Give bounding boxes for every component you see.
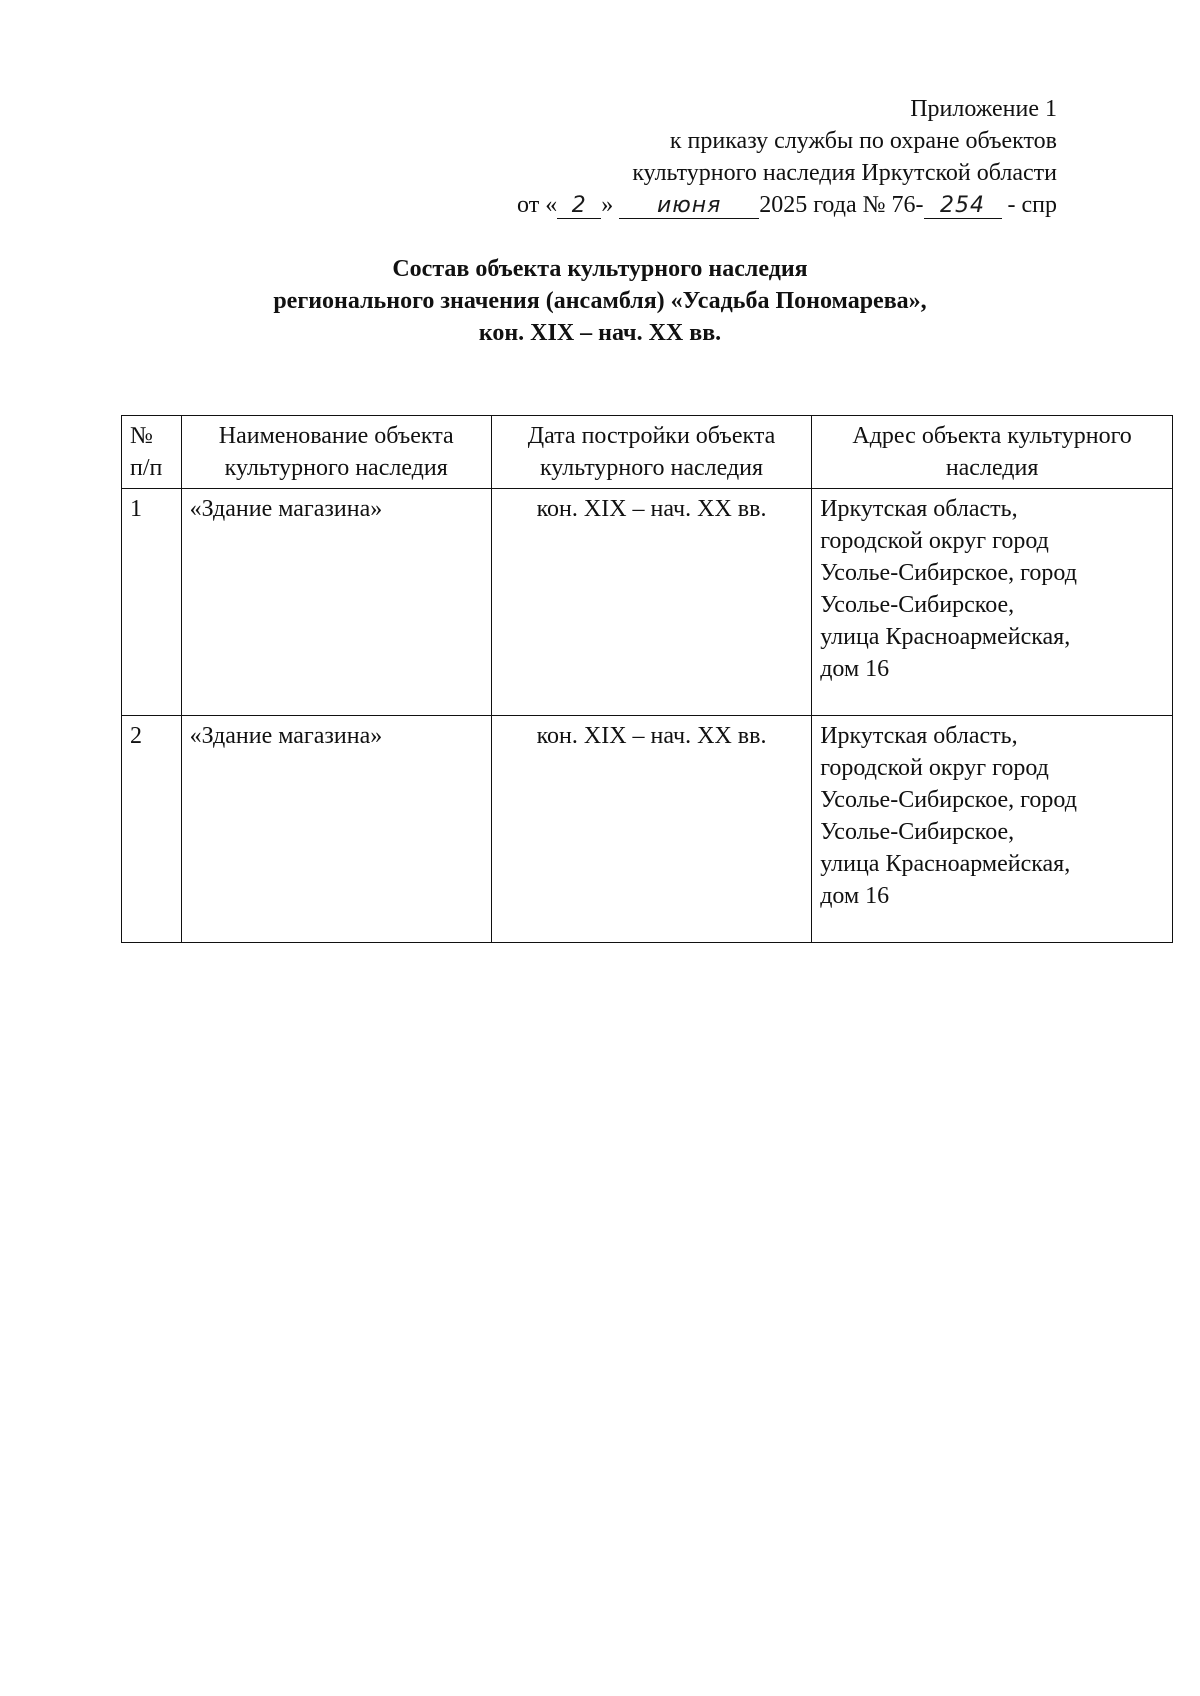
address-line: дом 16: [820, 883, 890, 909]
row-address: [812, 489, 1173, 716]
address-line: Иркутская область,: [820, 496, 1018, 522]
table-row: [122, 489, 1173, 716]
handwritten-day: 2: [557, 194, 601, 219]
row-num: 1: [122, 489, 182, 716]
row-name: «Здание магазина»: [181, 716, 491, 943]
header-num: № п/п: [122, 416, 182, 489]
appendix-block: [517, 93, 1057, 221]
order-suffix: - спр: [1001, 192, 1057, 218]
appendix-order-ref: к приказу службы по охране объектов: [669, 128, 1057, 154]
row-address: [812, 716, 1173, 943]
address-line: улица Красноармейская,: [820, 624, 1071, 650]
appendix-title: Приложение 1: [910, 96, 1057, 122]
address-line: дом 16: [820, 656, 890, 682]
table-row: [122, 716, 1173, 943]
title-line-1: Состав объекта культурного наследия: [392, 256, 808, 282]
document-title: [0, 253, 1200, 349]
row-date: кон. XIX – нач. XX вв.: [491, 489, 811, 716]
address-line: Усолье-Сибирское, город: [820, 787, 1077, 813]
handwritten-month: июня: [619, 194, 759, 219]
header-date: Дата постройки объекта культурного наследия: [491, 416, 811, 489]
date-prefix: от «: [517, 192, 558, 218]
title-line-2: регионального значения (ансамбля) «Усадьба Пономарева»,: [273, 288, 927, 314]
header-address: Адрес объекта культурного наследия: [812, 416, 1173, 489]
address-line: Усолье-Сибирское,: [820, 819, 1015, 845]
heritage-table: [121, 415, 1173, 943]
address-line: Усолье-Сибирское,: [820, 592, 1015, 618]
row-num: 2: [122, 716, 182, 943]
table-header-row: [122, 416, 1173, 489]
address-line: улица Красноармейская,: [820, 851, 1071, 877]
address-line: Усолье-Сибирское, город: [820, 560, 1077, 586]
row-name: «Здание магазина»: [181, 489, 491, 716]
address-line: городской округ город: [820, 755, 1049, 781]
appendix-authority: культурного наследия Иркутской области: [632, 160, 1057, 186]
address-line: Иркутская область,: [820, 723, 1018, 749]
row-date: кон. XIX – нач. XX вв.: [491, 716, 811, 943]
header-name: Наименование объекта культурного наследия: [181, 416, 491, 489]
handwritten-order-number: 254: [924, 194, 1002, 219]
appendix-date-line: [517, 189, 1057, 221]
title-line-3: кон. XIX – нач. XX вв.: [478, 320, 722, 346]
year-text: 2025 года № 76-: [759, 192, 924, 218]
day-close-quote: »: [601, 192, 614, 218]
address-line: городской округ город: [820, 528, 1049, 554]
